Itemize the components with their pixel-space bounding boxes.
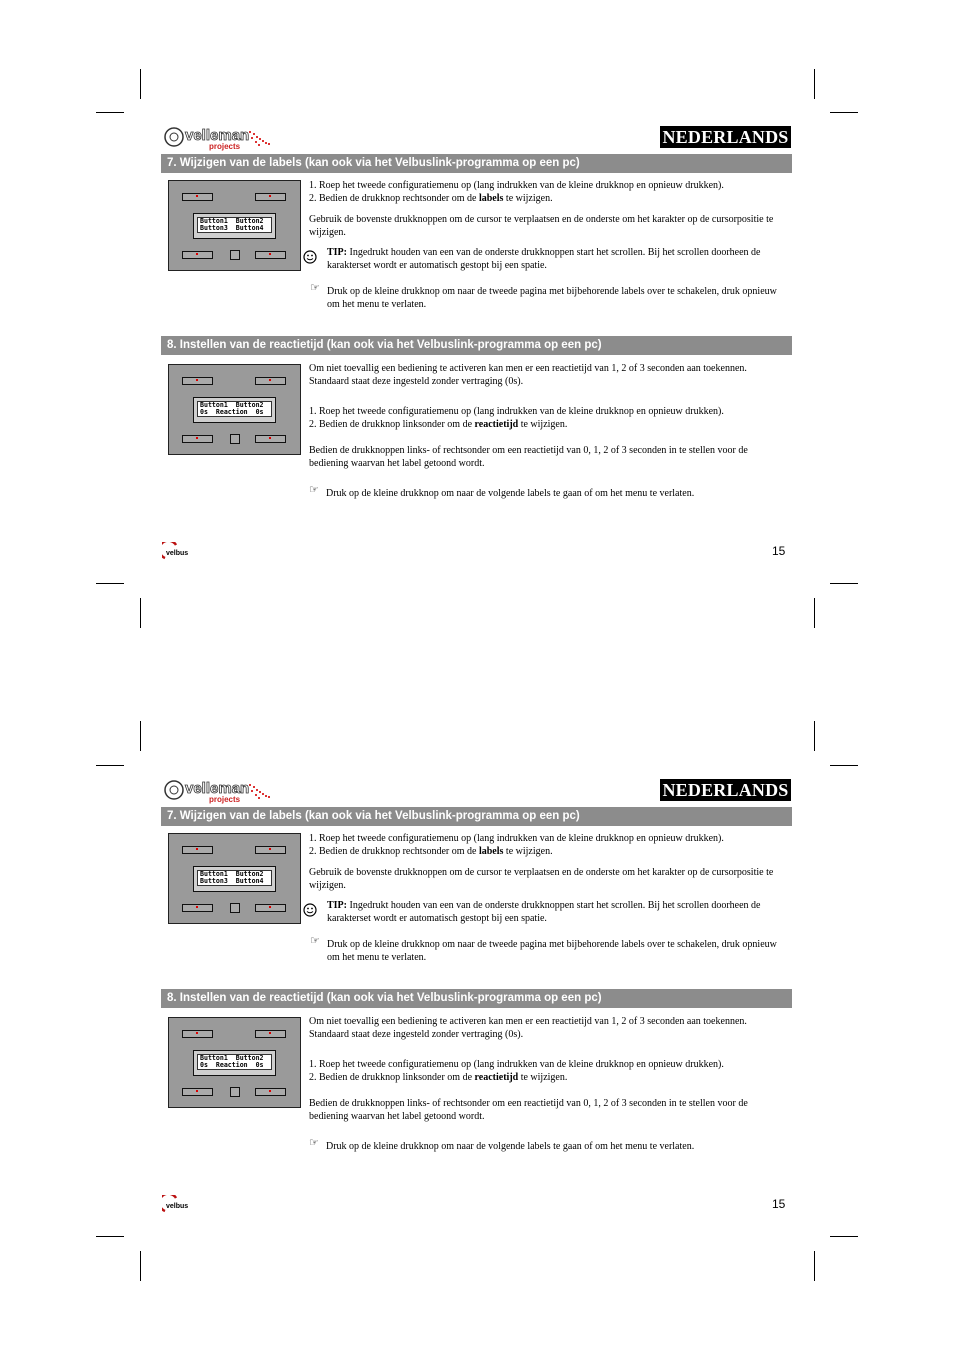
language-badge: NEDERLANDS — [660, 779, 791, 801]
section-7-steps — [309, 179, 784, 205]
lcd-display — [193, 397, 276, 423]
section-7-paragraph: Gebruik de bovenste drukknoppen om de cursor te verplaatsen en de onderste om het karakter op de cursorpositie te wijzigen. — [309, 214, 774, 238]
velleman-logo — [163, 778, 278, 804]
top-right-button — [255, 1030, 286, 1038]
velleman-logo — [163, 125, 278, 151]
top-right-button — [255, 846, 286, 854]
smiley-icon — [303, 250, 317, 264]
bottom-right-button — [255, 251, 286, 259]
small-button — [230, 250, 240, 260]
velbus-text: velbus — [166, 550, 189, 557]
section-7-title: 7. Wijzigen van de labels (kan ook via het Velbuslink-programma op een pc) — [161, 807, 792, 826]
top-right-button — [255, 377, 286, 385]
lcd-line-2: Button3 Button4 — [200, 224, 264, 232]
section-8-title: 8. Instellen van de reactietijd (kan ook via het Velbuslink-programma op een pc) — [161, 989, 792, 1008]
lcd-line-1: Button1 Button2 — [200, 870, 264, 878]
step-2: 2. Bedien de drukknop linksonder om de reactietijd te wijzigen. — [309, 419, 568, 430]
step-2: 2. Bedien de drukknop rechtsonder om de labels te wijzigen. — [309, 193, 553, 204]
top-left-button — [182, 1030, 213, 1038]
velbus-logo — [162, 1195, 202, 1215]
step-1: 1. Roep het tweede configuratiemenu op (lang indrukken van de kleine drukknop en opnieuw drukken). — [309, 406, 724, 417]
section-8-steps — [309, 405, 784, 431]
lcd-display — [193, 1050, 276, 1076]
lcd-line-1: Button1 Button2 — [200, 217, 264, 225]
lcd-line-2: Button3 Button4 — [200, 877, 264, 885]
step-2: 2. Bedien de drukknop rechtsonder om de labels te wijzigen. — [309, 846, 553, 857]
brand-sub-text: projects — [209, 795, 241, 804]
lcd-line-2: 0s Reaction 0s — [200, 408, 264, 416]
device-panel-labels — [168, 833, 301, 924]
step-2: 2. Bedien de drukknop linksonder om de reactietijd te wijzigen. — [309, 1072, 568, 1083]
lcd-display — [193, 866, 276, 892]
pointing-hand-icon: ☞ — [310, 282, 320, 294]
bottom-right-button — [255, 435, 286, 443]
smiley-icon — [303, 903, 317, 917]
tip-text: TIP: Ingedrukt houden van een van de onderste drukknoppen start het scrollen. Bij het scrollen doorheen de karakterset wordt er automatisch gestopt bij een spatie. — [327, 247, 761, 271]
step-1: 1. Roep het tweede configuratiemenu op (lang indrukken van de kleine drukknop en opnieuw drukken). — [309, 1059, 724, 1070]
small-button — [230, 1087, 240, 1097]
tip-text: TIP: Ingedrukt houden van een van de onderste drukknoppen start het scrollen. Bij het scrollen doorheen de karakterset wordt er automatisch gestopt bij een spatie. — [327, 900, 761, 924]
section-8-note: Druk op de kleine drukknop om naar de volgende labels te gaan of om het menu te verlaten. — [326, 488, 695, 499]
top-left-button — [182, 377, 213, 385]
velbus-text: velbus — [166, 1203, 189, 1210]
brand-text: velleman — [185, 780, 250, 797]
section-7-note: Druk op de kleine drukknop om naar de tweede pagina met bijbehorende labels over te schakelen, druk opnieuw om het menu te verlaten. — [327, 286, 777, 310]
device-panel-reaction — [168, 1017, 301, 1108]
bottom-right-button — [255, 904, 286, 912]
pointing-hand-icon: ☞ — [309, 1137, 319, 1149]
lcd-line-1: Button1 Button2 — [200, 1054, 264, 1062]
page-number: 15 — [772, 1197, 786, 1211]
step-1: 1. Roep het tweede configuratiemenu op (lang indrukken van de kleine drukknop en opnieuw drukken). — [309, 180, 724, 191]
top-left-button — [182, 193, 213, 201]
section-8-title: 8. Instellen van de reactietijd (kan ook via het Velbuslink-programma op een pc) — [161, 336, 792, 355]
velbus-logo — [162, 542, 202, 562]
brand-text: velleman — [185, 127, 250, 144]
pointing-hand-icon: ☞ — [309, 484, 319, 496]
top-left-button — [182, 846, 213, 854]
section-7-note: Druk op de kleine drukknop om naar de tweede pagina met bijbehorende labels over te schakelen, druk opnieuw om het menu te verlaten. — [327, 939, 777, 963]
bottom-left-button — [182, 251, 213, 259]
lcd-line-2: 0s Reaction 0s — [200, 1061, 264, 1069]
bottom-right-button — [255, 1088, 286, 1096]
section-8-intro: Om niet toevallig een bediening te activeren kan men er een reactietijd van 1, 2 of 3 seconden aan toekennen. Standaard staat deze ingesteld zonder vertraging (0s). — [309, 363, 747, 387]
language-badge: NEDERLANDS — [660, 126, 791, 148]
page-number: 15 — [772, 544, 786, 558]
small-button — [230, 434, 240, 444]
pointing-hand-icon: ☞ — [310, 935, 320, 947]
device-panel-labels — [168, 180, 301, 271]
lcd-display — [193, 213, 276, 239]
bottom-left-button — [182, 1088, 213, 1096]
top-right-button — [255, 193, 286, 201]
bottom-left-button — [182, 435, 213, 443]
section-8-steps — [309, 1058, 784, 1084]
section-8-note: Druk op de kleine drukknop om naar de volgende labels te gaan of om het menu te verlaten. — [326, 1141, 695, 1152]
brand-sub-text: projects — [209, 142, 241, 151]
step-1: 1. Roep het tweede configuratiemenu op (lang indrukken van de kleine drukknop en opnieuw drukken). — [309, 833, 724, 844]
bottom-left-button — [182, 904, 213, 912]
section-7-steps — [309, 832, 784, 858]
manual-page-top — [0, 0, 954, 650]
section-8-intro: Om niet toevallig een bediening te activeren kan men er een reactietijd van 1, 2 of 3 seconden aan toekennen. Standaard staat deze ingesteld zonder vertraging (0s). — [309, 1016, 747, 1040]
small-button — [230, 903, 240, 913]
section-8-paragraph: Bedien de drukknoppen links- of rechtsonder om een reactietijd van 0, 1, 2 of 3 seconden in te stellen voor de bediening waarvan het label getoond wordt. — [309, 1098, 748, 1122]
manual-page-bottom — [0, 653, 954, 1303]
section-7-paragraph: Gebruik de bovenste drukknoppen om de cursor te verplaatsen en de onderste om het karakter op de cursorpositie te wijzigen. — [309, 867, 774, 891]
section-7-title: 7. Wijzigen van de labels (kan ook via het Velbuslink-programma op een pc) — [161, 154, 792, 173]
device-panel-reaction — [168, 364, 301, 455]
lcd-line-1: Button1 Button2 — [200, 401, 264, 409]
section-8-paragraph: Bedien de drukknoppen links- of rechtsonder om een reactietijd van 0, 1, 2 of 3 seconden in te stellen voor de bediening waarvan het label getoond wordt. — [309, 445, 748, 469]
